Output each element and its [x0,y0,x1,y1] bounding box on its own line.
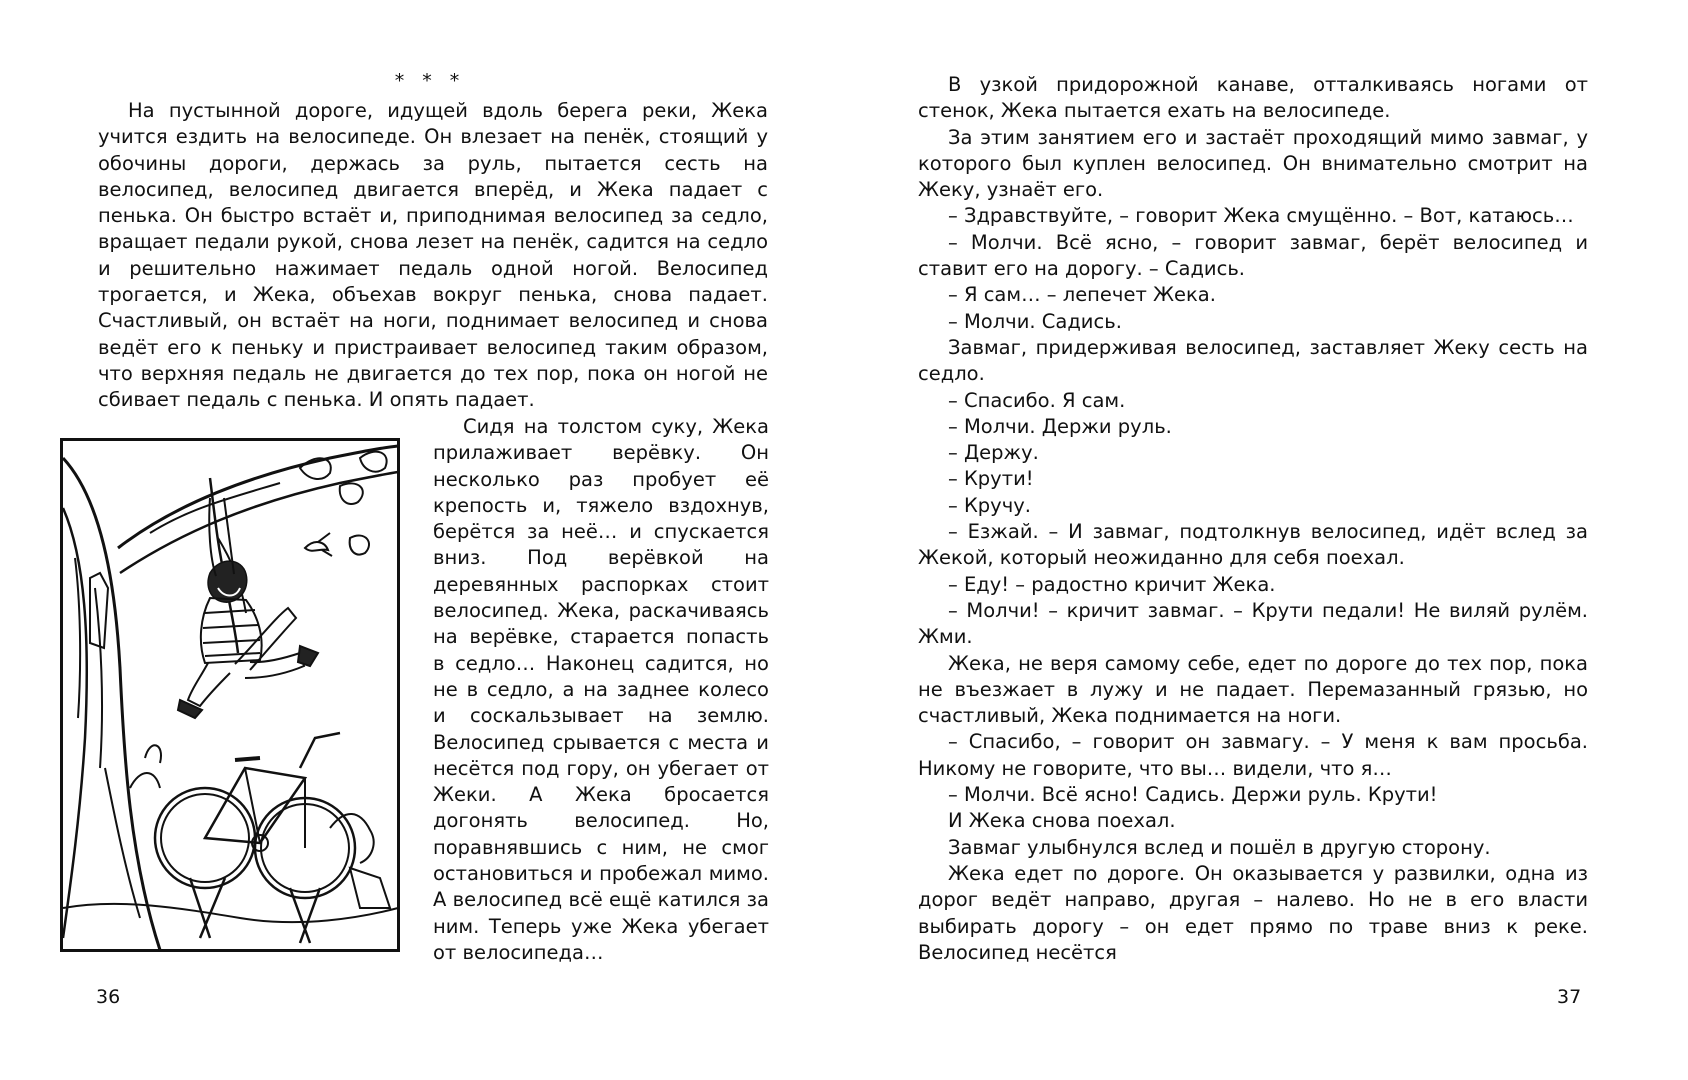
paragraph: И Жека снова поехал. [948,809,1176,833]
right-text [918,72,1588,966]
paragraph: На пустынной дороге, идущей вдоль берега реки, Жека учится ездить на велосипеде. Он влезает на пенёк, стоящий у обочины дороги, держась за руль, пытается сесть на велосипед, велосипед двигается вперёд, и Жека падает с пенька. Он быстро встаёт и, приподнимая велосипед за седло, вращает педали рукой, снова лезет на пенёк, садится на седло и решительно нажимает педаль одной ногой. Велосипед трогается, и Жека, объехав вокруг пенька, снова падает. Счастливый, он встаёт на ноги, поднимает велосипед и снова ведёт его к пеньку и пристраивает велосипед таким образом, что верхняя педаль не двигается до тех пор, пока он ногой не сбивает педаль с пенька. И опять падает. [98,99,768,412]
section-separator: * * * [394,70,466,92]
dialogue-line: – Спасибо. Я сам. [948,388,1126,412]
dialogue-line: – Езжай. – И завмаг, подтолкнув велосипед, идёт вслед за Жекой, который неожиданно для себя поехал. [918,520,1588,570]
dialogue-line: – Спасибо, – говорит он завмагу. – У меня к вам просьба. Никому не говорите, что вы… видели, что я… [918,730,1588,780]
right-page [844,0,1688,1080]
left-text-beside-illustration [433,414,769,966]
dialogue-line: – Здравствуйте, – говорит Жека смущённо. – Вот, катаюсь… [948,204,1574,228]
left-text-top [98,98,768,414]
dialogue-line: – Молчи! – кричит завмаг. – Крути педали! Не виляй рулём. Жми. [918,598,1588,649]
illustration-boy-on-rope-with-bicycle [60,438,400,952]
paragraph: В узкой придорожной канаве, отталкиваясь ногами от стенок, Жека пытается ехать на велосипеде. [918,73,1588,123]
page-number-right: 37 [1557,986,1582,1008]
paragraph: Жека, не веря самому себе, едет по дороге до тех пор, пока не въезжает в лужу и не падает. Перемазанный грязью, но счастливый, Жека поднимается на ноги. [918,651,1588,728]
dialogue-line: – Молчи. Всё ясно! Садись. Держи руль. Крути! [948,783,1438,807]
dialogue-line: – Держу. [948,441,1039,465]
paragraph: Завмаг, придерживая велосипед, заставляет Жеку сесть на седло. [918,335,1588,386]
paragraph: Завмаг улыбнулся вслед и пошёл в другую сторону. [948,835,1491,859]
dialogue-line: – Еду! – радостно кричит Жека. [948,572,1276,596]
paragraph: Сидя на толстом суку, Жека прилаживает верёвку. Он несколько раз пробует её крепость и, тяжело вздохнув, берётся за неё… и спускается вниз. Под верёвкой на деревянных распорках стоит велосипед. Жека, раскачиваясь на верёвке, старается попасть в седло… Наконец садится, но не в седло, а на заднее колесо и соскальзывает на землю. Велосипед срывается с места и несётся под гору, он убегает от Жеки. А Жека бросается догонять велосипед. Но, поравнявшись с ним, не смог остановиться и пробежал мимо. А велосипед всё ещё катился за ним. Теперь уже Жека убегает от велосипеда… [433,415,769,964]
dialogue-line: – Молчи. Всё ясно, – говорит завмаг, берёт велосипед и ставит его на дорогу. – Садись. [918,230,1588,281]
paragraph: За этим занятием его и застаёт проходящий мимо завмаг, у которого был куплен велосипед. Он внимательно смотрит на Жеку, узнаёт его. [918,125,1588,202]
dialogue-line: – Кручу. [948,493,1031,517]
page-number-left: 36 [96,986,121,1008]
dialogue-line: – Молчи. Держи руль. [948,414,1172,438]
dialogue-line: – Молчи. Садись. [948,309,1122,333]
dialogue-line: – Крути! [948,467,1034,491]
paragraph: Жека едет по дороге. Он оказывается у развилки, одна из дорог ведёт направо, другая – налево. Но не в его власти выбирать дорогу – он едет прямо по траве вниз к реке. Велосипед несётся [918,861,1588,964]
dialogue-line: – Я сам… – лепечет Жека. [948,283,1216,307]
